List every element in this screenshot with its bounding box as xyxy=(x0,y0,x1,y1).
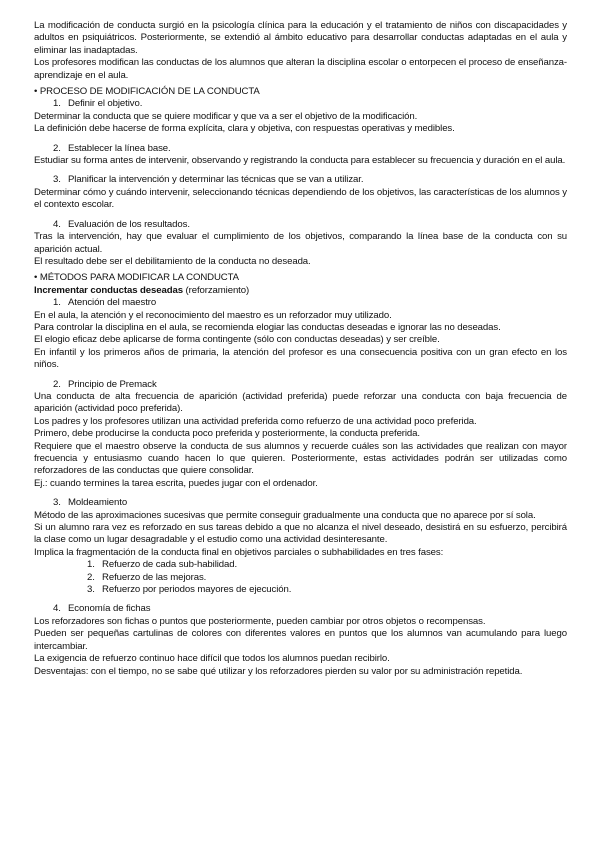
section-heading-metodos: • MÉTODOS PARA MODIFICAR LA CONDUCTA xyxy=(34,272,239,284)
step-2-line: Estudiar su forma antes de intervenir, observando y registrando la conducta para establecer su frecuencia y duración en el aula. xyxy=(34,155,566,167)
method-3-line: Implica la fragmentación de la conducta final en objetivos parciales o subhabilidades en tres fases: xyxy=(34,546,444,558)
step-1-title xyxy=(53,98,567,110)
method-2-line: Una conducta de alta frecuencia de aparición (actividad preferida) puede reforzar una conducta con baja frecuencia de aparición (actividad poco preferida). xyxy=(34,390,567,415)
step-2-title xyxy=(53,143,567,155)
method-title-text: Atención del maestro xyxy=(68,297,157,309)
phase-text: Refuerzo de las mejoras. xyxy=(102,571,207,583)
method-4-title xyxy=(53,603,567,615)
method-1-line: En infantil y los primeros años de primaria, la atención del profesor es una consecuencia positiva con un gran efecto en los niños. xyxy=(34,346,567,371)
step-title-text: Evaluación de los resultados. xyxy=(68,218,190,230)
method-2-line: Los padres y los profesores utilizan una actividad preferida como refuerzo de una actividad poco preferida. xyxy=(34,415,477,427)
method-1-line: Para controlar la disciplina en el aula, se recomienda elogiar las conductas deseadas e ignorar las no deseadas. xyxy=(34,321,501,333)
method-title-text: Principio de Premack xyxy=(68,378,157,390)
step-number: 3. xyxy=(53,174,61,186)
method-2-line: Primero, debe producirse la conducta poco preferida y posteriormente, la conducta preferida. xyxy=(34,428,420,440)
phase-text: Refuerzo de cada sub-habilidad. xyxy=(102,559,238,571)
method-4-line: La exigencia de refuerzo continuo hace difícil que todos los alumnos puedan recibirlo. xyxy=(34,653,390,665)
step-number: 4. xyxy=(53,218,61,230)
step-4-title xyxy=(53,219,567,231)
intro-paragraph-2: Los profesores modifican las conductas de los alumnos que alteran la disciplina escolar o entorpecen el proceso de enseñanza-aprendizaje en el aula. xyxy=(34,57,567,81)
step-4-line: El resultado debe ser el debilitamiento de la conducta no deseada. xyxy=(34,255,311,267)
step-3-line: Determinar cómo y cuándo intervenir, seleccionando técnicas dependiendo de los objetivos, las características de los alumnos y el contexto escolar. xyxy=(34,186,567,211)
step-1-line: La definición debe hacerse de forma explícita, clara y objetiva, con respuestas operativas y medibles. xyxy=(34,123,455,135)
method-title-text: Economía de fichas xyxy=(68,603,151,615)
method-number: 3. xyxy=(53,497,61,509)
step-title-text: Establecer la línea base. xyxy=(68,142,171,154)
method-4-line: Desventajas: con el tiempo, no se sabe qué utilizar y los reforzadores pierden su valor por su administración repetida. xyxy=(34,665,523,677)
method-3-line: Método de las aproximaciones sucesivas que permite conseguir gradualmente una conducta que no aparece por sí sola. xyxy=(34,509,536,521)
document-page xyxy=(34,20,567,678)
step-1-line: Determinar la conducta que se quiere modificar y que va a ser el objetivo de la modificación. xyxy=(34,110,418,122)
method-1-title xyxy=(53,297,567,309)
method-3-title xyxy=(53,497,567,509)
section-heading-proceso: • PROCESO DE MODIFICACIÓN DE LA CONDUCTA xyxy=(34,86,260,98)
subheading-rest-text: (reforzamiento) xyxy=(182,284,250,296)
phase-number: 1. xyxy=(87,559,95,571)
step-title-text: Planificar la intervención y determinar las técnicas que se van a utilizar. xyxy=(68,174,364,186)
intro-paragraph-1: La modificación de conducta surgió en la psicología clínica para la educación y el tratamiento de niños con discapacidades y adultos en psiquiátricos. Posteriormente, se extendió al ámbito educativo para desarrollar conductas adaptadas en el aula y eliminar las inadaptadas. xyxy=(34,20,567,56)
step-4-line: Tras la intervención, hay que evaluar el cumplimiento de los objetivos, comparando la línea base de la conducta con su aparición actual. xyxy=(34,231,567,255)
phase-text: Refuerzo por periodos mayores de ejecución. xyxy=(102,584,292,596)
phase-item xyxy=(87,559,567,571)
phase-number: 2. xyxy=(87,571,95,583)
phase-number: 3. xyxy=(87,584,95,596)
method-title-text: Moldeamiento xyxy=(68,497,128,509)
method-3-line: Si un alumno rara vez es reforzado en sus tareas debido a que no alcanza el nivel deseado, desistirá en su esfuerzo, percibirá la clase como un lugar desagradable y el estudio como una actividad desinteresante. xyxy=(34,522,567,546)
method-number: 2. xyxy=(53,378,61,390)
step-3-title xyxy=(53,174,567,186)
phase-item xyxy=(87,572,567,584)
method-2-title xyxy=(53,379,567,391)
method-2-line: Ej.: cuando termines la tarea escrita, puedes jugar con el ordenador. xyxy=(34,477,318,489)
method-number: 4. xyxy=(53,603,61,615)
method-1-line: En el aula, la atención y el reconocimiento del maestro es un reforzador muy utilizado. xyxy=(34,309,392,321)
phase-item xyxy=(87,584,567,596)
method-4-line: Los reforzadores son fichas o puntos que posteriormente, pueden cambiar por otros objetos o recompensas. xyxy=(34,615,486,627)
method-1-line: El elogio eficaz debe aplicarse de forma contingente (sólo con conductas deseadas) y ser creíble. xyxy=(34,334,440,346)
subheading-reforzamiento xyxy=(34,285,567,297)
method-4-line: Pueden ser pequeñas cartulinas de colores con diferentes valores en puntos que los alumnos van acumulando para luego intercambiar. xyxy=(34,628,567,652)
step-number: 1. xyxy=(53,98,61,110)
step-title-text: Definir el objetivo. xyxy=(68,98,143,110)
method-number: 1. xyxy=(53,297,61,309)
step-number: 2. xyxy=(53,142,61,154)
subheading-bold-text: Incrementar conductas deseadas xyxy=(34,284,183,296)
method-2-line: Requiere que el maestro observe la conducta de sus alumnos y recuerde cuáles son las actividades que realizan con mayor frecuencia y entusiasmo cuando hacen lo que quieren. Posteriormente, estas actividades podrán ser utilizadas como reforzadores de las conductas que quiere consolidar. xyxy=(34,440,567,477)
